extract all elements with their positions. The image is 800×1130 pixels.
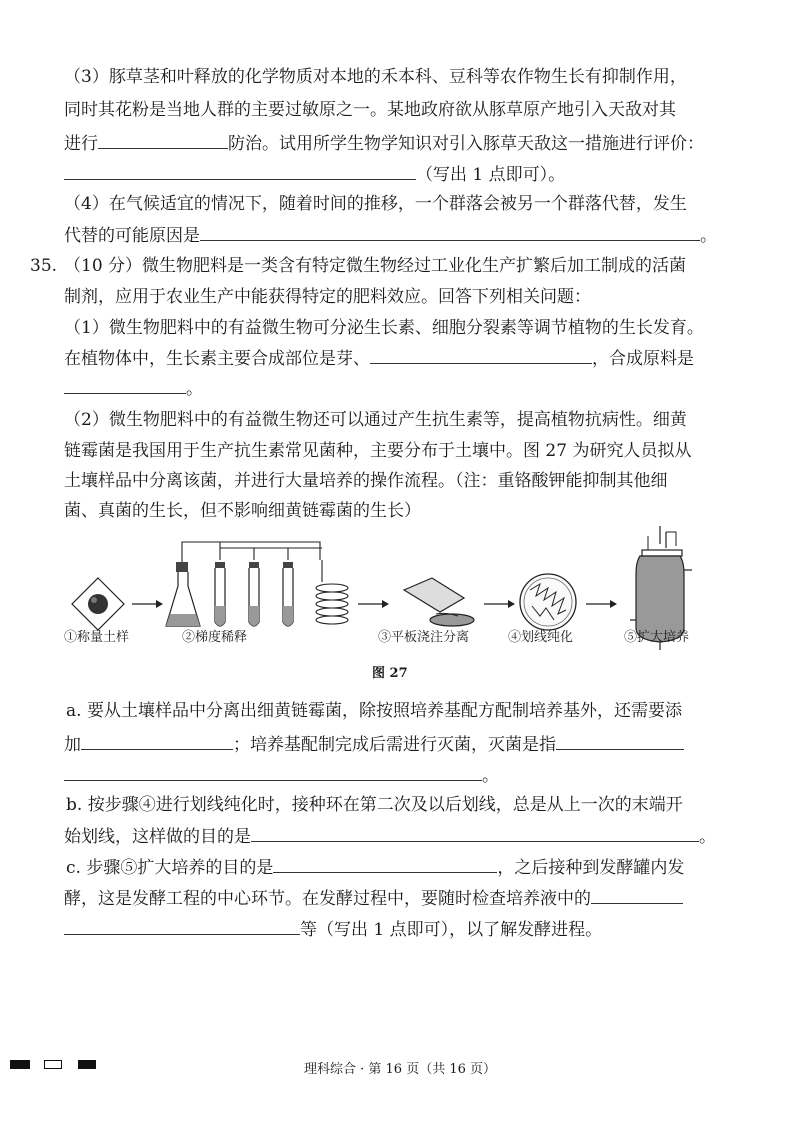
- q35-a-line2-mid: ；培养基配制完成后需进行灭菌，灭菌是指: [233, 735, 556, 755]
- q35-a-line1: a. 要从土壤样品中分离出细黄链霉菌，除按照培养基配方配制培养基外，还需要添: [66, 701, 682, 721]
- answer-blank[interactable]: [370, 347, 592, 364]
- page-footer: 理科综合 · 第 16 页（共 16 页）: [303, 1062, 496, 1077]
- figure-step-1-label: ①称量土样: [64, 630, 130, 645]
- q35-p1-line1: （1）微生物肥料中的有益微生物可分泌生长素、细胞分裂素等调节植物的生长发育。: [64, 318, 704, 338]
- answer-blank[interactable]: [64, 377, 186, 394]
- answer-blank[interactable]: [64, 918, 300, 935]
- petri-dish-stack-icon: [316, 560, 348, 624]
- q34-part4-line1: （4）在气候适宜的情况下，随着时间的推移，一个群落会被另一个群落代替，发生: [64, 194, 687, 214]
- q35-a-line2: [64, 733, 684, 756]
- arrow-icon: [358, 600, 389, 608]
- q35-p2-line1: （2）微生物肥料中的有益微生物还可以通过产生抗生素等，提高植物抗病性。细黄: [64, 410, 687, 430]
- q34-part3-line3: [64, 132, 704, 155]
- q34-part3-line1: （3）豚草茎和叶释放的化学物质对本地的禾本科、豆科等农作物生长有抑制作用，: [64, 67, 687, 87]
- q34-part3-line3-pre: 进行: [64, 134, 98, 154]
- figure-step-2-label: ②梯度稀释: [182, 630, 248, 645]
- figure-step-3-label: ③平板浇注分离: [378, 630, 470, 645]
- q35-b-line1: b. 按步骤④进行划线纯化时，接种环在第二次及以后划线，总是从上一次的末端开: [66, 795, 683, 815]
- answer-blank[interactable]: [98, 132, 228, 149]
- q34-part3-line4: [64, 163, 565, 186]
- q35-a-line2-pre: 加: [64, 735, 81, 755]
- q35-intro-line2: 制剂，应用于农业生产中能获得特定的肥料效应。回答下列相关问题：: [64, 287, 591, 307]
- streak-plate-icon: [520, 574, 576, 630]
- q35-number: 35.: [30, 256, 58, 276]
- q35-c-line3: [64, 918, 602, 941]
- test-tube-icon: [283, 562, 293, 626]
- test-tube-icon: [215, 562, 225, 626]
- answer-blank[interactable]: [556, 733, 684, 750]
- q35-p2-line3: 土壤样品中分离该菌，并进行大量培养的操作流程。（注：重铬酸钾能抑制其他细: [64, 471, 668, 491]
- q35-c-line2: [64, 887, 683, 910]
- q34-part4-line2-pre: 代替的可能原因是: [64, 226, 200, 246]
- answer-blank[interactable]: [64, 764, 482, 781]
- q34-part3-line3-post: 防治。试用所学生物学知识对引入豚草天敌这一措施进行评价：: [228, 134, 704, 154]
- q35-p2-line4: 菌、真菌的生长，但不影响细黄链霉菌的生长）: [64, 501, 421, 521]
- q34-part3-line2: 同时其花粉是当地人群的主要过敏原之一。某地政府欲从豚草原产地引入天敌对其: [64, 100, 676, 120]
- q35-p1-line2-pre: 在植物体中，生长素主要合成部位是芽、: [64, 349, 370, 369]
- figure-title: 图 27: [372, 666, 408, 681]
- q35-b-line2: [64, 825, 716, 848]
- period: 。: [482, 766, 499, 786]
- q35-c-line1: [66, 856, 684, 879]
- q35-b-line2-pre: 始划线，这样做的目的是: [64, 827, 251, 847]
- figure-step-5-label: ⑤扩大培养: [624, 630, 690, 645]
- q35-c-line1-pre: c. 步骤⑤扩大培养的目的是: [66, 858, 274, 878]
- test-tube-icon: [249, 562, 259, 626]
- period: 。: [700, 226, 717, 246]
- answer-blank[interactable]: [273, 856, 497, 873]
- q35-intro-line1: （10 分）微生物肥料是一类含有特定微生物经过工业化生产扩繁后加工制成的活菌: [64, 256, 687, 276]
- figure-step-4-label: ④划线纯化: [508, 630, 574, 645]
- q35-p1-line3: [64, 377, 203, 400]
- soil-sample-icon: [72, 578, 124, 630]
- q34-part3-line4-post: （写出 1 点即可）。: [416, 165, 566, 185]
- q35-p2-line2: 链霉菌是我国用于生产抗生素常见菌种，主要分布于土壤中。图 27 为研究人员拟从: [64, 441, 692, 461]
- q35-p1-line2: [64, 347, 694, 370]
- answer-blank[interactable]: [81, 733, 233, 750]
- answer-blank[interactable]: [64, 163, 416, 180]
- q34-part4-line2: [64, 224, 717, 247]
- arrow-icon: [586, 600, 617, 608]
- conical-flask-icon: [166, 562, 200, 626]
- pour-plate-icon: [404, 578, 474, 626]
- figure-27-diagram: [60, 520, 740, 680]
- arrow-icon: [484, 600, 515, 608]
- q35-c-line1-post: ，之后接种到发酵罐内发: [497, 858, 685, 878]
- answer-blank[interactable]: [200, 224, 700, 241]
- dilution-arcs: [182, 542, 322, 562]
- arrow-icon: [132, 600, 163, 608]
- q35-p1-line2-post: ，合成原料是: [592, 349, 694, 369]
- answer-blank[interactable]: [591, 887, 683, 904]
- period: 。: [186, 379, 203, 399]
- period: 。: [699, 827, 716, 847]
- answer-blank[interactable]: [251, 825, 699, 842]
- q35-c-line3-post: 等（写出 1 点即可），以了解发酵进程。: [300, 920, 603, 940]
- q35-a-line3: [64, 764, 499, 787]
- q35-c-line2-pre: 酵，这是发酵工程的中心环节。在发酵过程中，要随时检查培养液中的: [64, 889, 591, 909]
